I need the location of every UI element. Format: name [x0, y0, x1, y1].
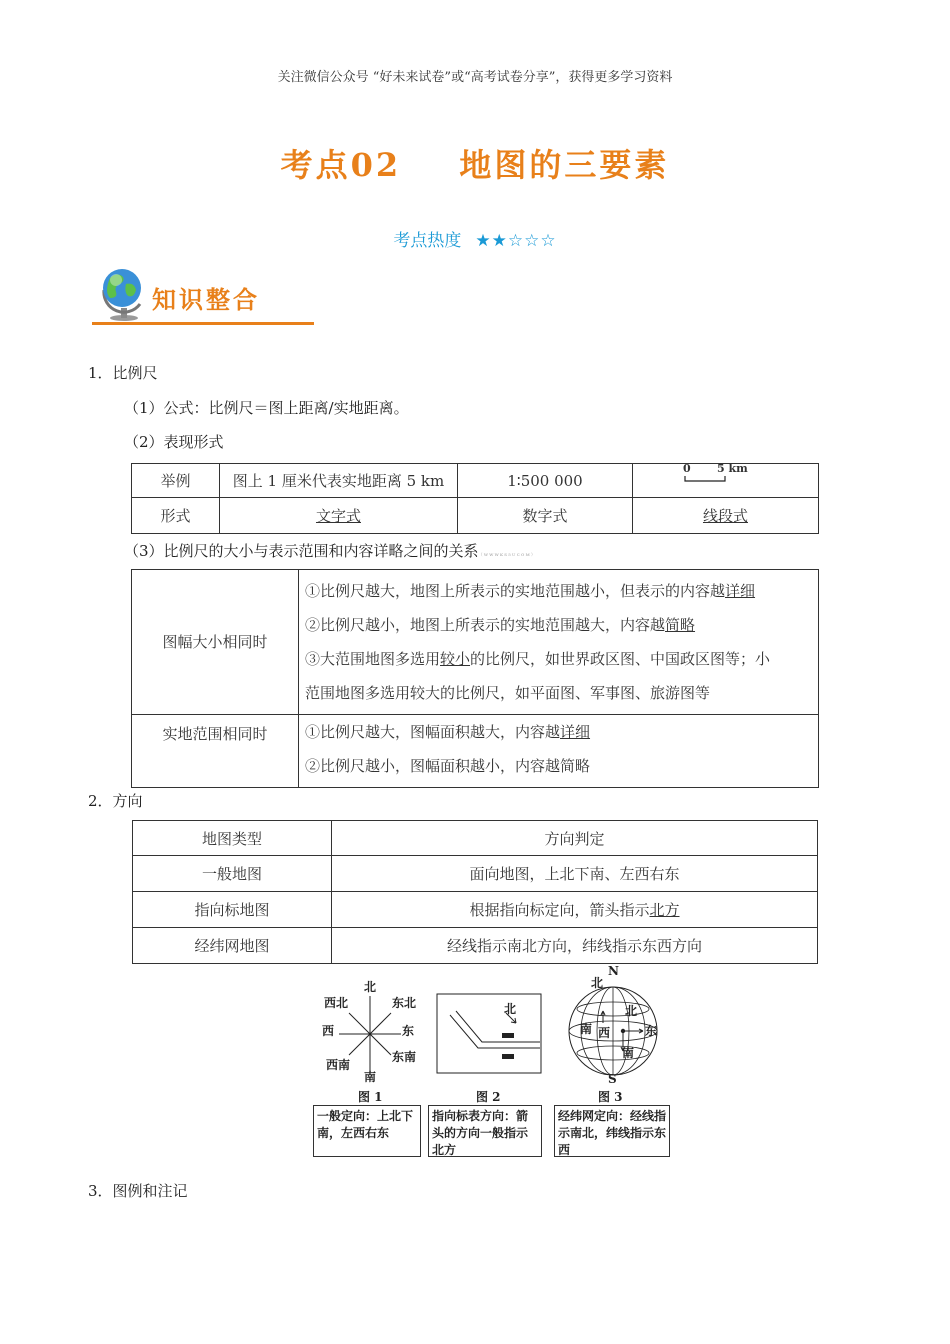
topic-heat	[0, 226, 950, 251]
fig3-caption: 图 3	[598, 1090, 623, 1104]
heat-stars: ★★☆☆☆	[475, 231, 557, 251]
fig1-note: 一般定向：上北下南，左西右东	[313, 1105, 421, 1157]
direction-figures	[308, 966, 678, 1158]
table-row	[132, 464, 819, 498]
table-cell: 方向判定	[332, 821, 818, 856]
scale-forms-table	[131, 463, 819, 534]
table-cell	[633, 464, 819, 498]
table-row	[132, 570, 819, 715]
table-cell: 数字式	[458, 498, 633, 534]
r2c2-text: 根据指向标定向，箭头指示	[469, 901, 650, 919]
page-title	[0, 140, 950, 186]
fig1-south: 南	[364, 1070, 377, 1084]
fig2-caption: 图 2	[476, 1090, 501, 1104]
title-part2: 地图的三要素	[459, 146, 670, 184]
g1-line3-post: 的比例尺，如世界政区图、中国政区图等；小	[470, 650, 771, 668]
fig1-west: 西	[322, 1024, 335, 1038]
relation-text: （3）比例尺的大小与表示范围和内容详略之间的关系	[124, 542, 479, 560]
fig1-northeast: 东北	[392, 996, 417, 1010]
section-banner	[92, 262, 314, 328]
g1-line2-text: ②比例尺越小，地图上所表示的实地范围越大，内容越	[305, 616, 666, 634]
table-cell: 图幅大小相同时	[132, 570, 299, 715]
heat-label: 考点热度	[393, 231, 462, 251]
table-row	[132, 498, 819, 534]
section2-heading: 2．方向	[88, 792, 143, 810]
table-cell: 实地范围相同时	[132, 715, 299, 788]
g1-line3-u: 较小	[440, 650, 471, 668]
section3-heading: 3．图例和注记	[88, 1182, 188, 1200]
g1-line2-u: 简略	[665, 616, 696, 634]
line-scale-bar	[683, 476, 743, 484]
g2-line1-u: 详细	[560, 723, 591, 741]
fig3-north2: 北	[625, 1004, 638, 1018]
table-cell: 指向标地图	[133, 892, 332, 928]
header-note: 关注微信公众号 “好未来试卷”或“高考试卷分享”，获得更多学习资料	[277, 70, 673, 85]
fig1-caption: 图 1	[358, 1090, 383, 1104]
g1-line4: 范围地图多选用较大的比例尺，如平面图、军事图、旅游图等	[305, 684, 711, 702]
section1-heading: 1．比例尺	[88, 364, 158, 382]
fig1-southwest: 西南	[326, 1058, 351, 1072]
g1-line1	[305, 574, 812, 608]
table-cell	[299, 570, 819, 715]
table-cell: 面向地图，上北下南、左西右东	[332, 856, 818, 892]
fig3-north: 北	[591, 976, 604, 990]
fig3-south2: 南	[622, 1046, 635, 1060]
fig3-east: 东	[645, 1024, 658, 1038]
table-cell: 地图类型	[133, 821, 332, 856]
g1-line3	[305, 642, 812, 676]
fig1-north: 北	[364, 980, 377, 994]
table-cell	[633, 498, 819, 534]
scale-relation-table	[131, 569, 819, 788]
table-cell: 一般地图	[133, 856, 332, 892]
table-cell: 图上 1 厘米代表实地距离 5 km	[220, 464, 458, 498]
r2c2-u: 北方	[649, 901, 680, 919]
fig3-note: 经纬网定向：经线指示南北，纬线指示东西	[554, 1105, 670, 1157]
fig3-south: 南	[580, 1022, 593, 1036]
section-label: 知识整合	[152, 285, 260, 314]
fig2-north: 北	[504, 1002, 517, 1016]
title-part1: 考点02	[280, 146, 402, 184]
g1-line3-text: ③大范围地图多选用	[305, 650, 441, 668]
fig3-N: N	[608, 964, 619, 978]
fig2-note: 指向标表方向：箭头的方向一般指示北方	[428, 1105, 542, 1157]
section-underline	[92, 322, 314, 325]
g1-line1-u: 详细	[725, 582, 756, 600]
direction-table	[132, 820, 818, 964]
table-cell	[220, 498, 458, 534]
form-text: 文字式	[315, 507, 361, 525]
g1-line1-text: ①比例尺越大，地图上所表示的实地范围越小，但表示的内容越	[305, 582, 726, 600]
forms-heading: （2）表现形式	[124, 433, 224, 451]
table-cell: 形式	[132, 498, 220, 534]
g2-line1	[305, 715, 812, 749]
fig1-east: 东	[402, 1024, 415, 1038]
relation-tiny: （ W W W K S 5 U C O M ）	[478, 552, 535, 557]
line-scale-0: 0	[683, 462, 691, 475]
pointer-map-diagram	[436, 993, 546, 1078]
globe-icon	[96, 264, 152, 322]
table-cell: 举例	[132, 464, 220, 498]
fig3-S: S	[608, 1072, 617, 1086]
table-cell: 1∶500 000	[458, 464, 633, 498]
table-cell	[332, 892, 818, 928]
table-row	[133, 821, 818, 856]
g2-line1-text: ①比例尺越大，图幅面积越大，内容越	[305, 723, 561, 741]
table-cell	[299, 715, 819, 788]
relation-heading	[124, 540, 535, 561]
line-scale-5km: 5 km	[717, 462, 748, 475]
form-line: 线段式	[702, 507, 748, 525]
table-row	[133, 892, 818, 928]
fig1-northwest: 西北	[324, 996, 349, 1010]
g1-line2	[305, 608, 812, 642]
formula-line: （1）公式：比例尺＝图上距离/实地距离。	[124, 399, 409, 417]
fig3-west: 西	[598, 1026, 611, 1040]
g2-line2: ②比例尺越小，图幅面积越小，内容越简略	[305, 757, 591, 775]
table-row	[133, 928, 818, 964]
table-cell: 经纬网地图	[133, 928, 332, 964]
table-row	[133, 856, 818, 892]
fig1-southeast: 东南	[392, 1050, 417, 1064]
table-row	[132, 715, 819, 788]
table-cell: 经线指示南北方向，纬线指示东西方向	[332, 928, 818, 964]
